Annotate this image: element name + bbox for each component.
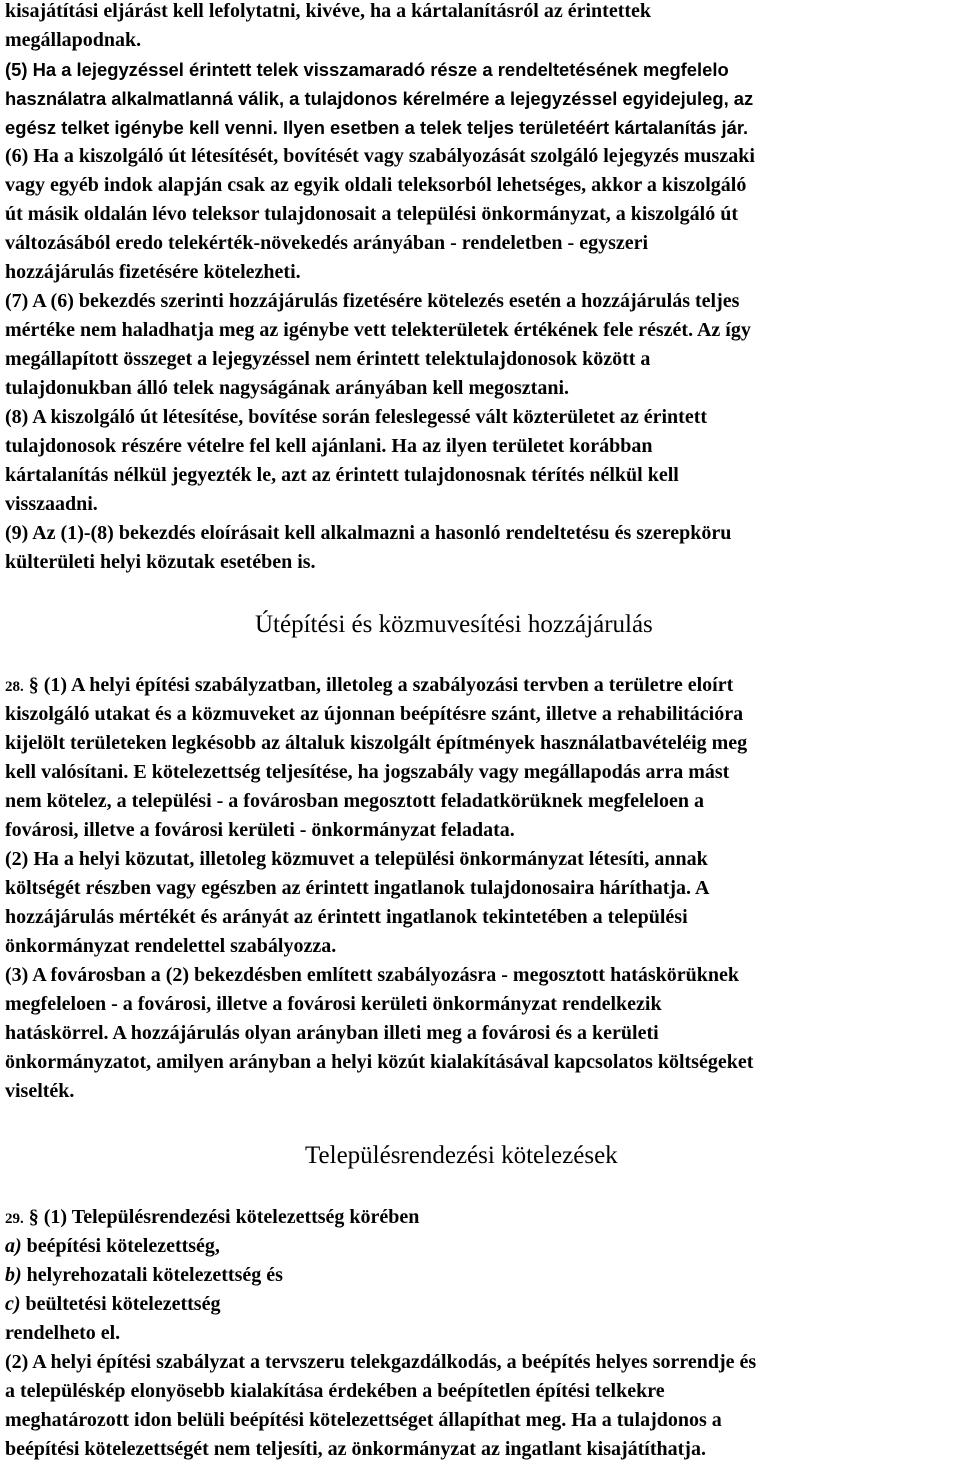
text-line: kiszolgáló utakat és a közmuveket az újonnan beépítésre szánt, illetve a rehabilitációra: [5, 703, 744, 725]
text-line: kell valósítani. E kötelezettség teljesítése, ha jogszabály vagy megállapodás arra mást: [5, 761, 730, 783]
text-line: (9) Az (1)-(8) bekezdés eloírásait kell alkalmazni a hasonló rendeltetésu és szerepköru: [5, 522, 732, 544]
text-line: (2) Ha a helyi közutat, illetoleg közmuvet a települési önkormányzat létesíti, annak: [5, 848, 708, 870]
text-line: fovárosi, illetve a fovárosi kerületi - önkormányzat feladata.: [5, 819, 515, 841]
text-line: (6) Ha a kiszolgáló út létesítését, bovítését vagy szabályozását szolgáló lejegyzés muszaki: [5, 145, 755, 167]
text-line: meghatározott idon belüli beépítési kötelezettséget állapíthat meg. Ha a tulajdonos a: [5, 1409, 722, 1431]
text-line: költségét részben vagy egészben az érintett ingatlanok tulajdonosaira háríthatja. A: [5, 877, 710, 899]
list-item-label: b): [5, 1264, 22, 1286]
text-line: beépítési kötelezettségét nem teljesíti, az önkormányzat az ingatlant kisajátíthatja.: [5, 1438, 706, 1460]
text-line: használatra alkalmatlanná válik, a tulajdonos kérelmére a lejegyzéssel egyidejuleg, az: [5, 88, 754, 109]
section-heading-telepulesrendezesi: Településrendezési kötelezések: [305, 1142, 618, 1169]
text-line: (5) Ha a lejegyzéssel érintett telek visszamaradó része a rendeltetésének megfelelo: [5, 59, 729, 80]
text-line: hozzájárulás fizetésére kötelezheti.: [5, 261, 301, 283]
paragraph-sign: §: [28, 1206, 39, 1228]
text-line: kártalanítás nélkül jegyezték le, azt az érintett tulajdonosnak térítés nélkül kell: [5, 464, 679, 486]
text-line: visszaadni.: [5, 493, 98, 515]
list-item: [5, 1261, 283, 1290]
list-item-text: beültetési kötelezettség: [20, 1293, 221, 1315]
text-line: megfeleloen - a fovárosi, illetve a fovárosi kerületi önkormányzat rendelkezik: [5, 993, 662, 1015]
section-28-first-line: [5, 671, 733, 702]
text-line: megállapított összeget a lejegyzéssel nem érintett telektulajdonosok között a: [5, 348, 651, 370]
text-line: (7) A (6) bekezdés szerinti hozzájárulás fizetésére kötelezés esetén a hozzájárulás teljes: [5, 290, 740, 312]
list-item: [5, 1232, 220, 1261]
text-line: viselték.: [5, 1080, 75, 1102]
text-line: külterületi helyi közutak esetében is.: [5, 551, 316, 573]
text-line: egész telket igénybe kell venni. Ilyen esetben a telek teljes területéért kártalanítás jár.: [5, 117, 749, 138]
text-line: a településkép elonyösebb kialakítása érdekében a beépítetlen építési telkekre: [5, 1380, 665, 1402]
text-line: út másik oldalán lévo teleksor tulajdonosait a települési önkormányzat, a kiszolgáló út: [5, 203, 739, 225]
text-line: kijelölt területeken legkésobb az általuk kiszolgált építmények használatbavételéig meg: [5, 732, 748, 754]
list-item-label: a): [5, 1235, 22, 1257]
text-line: (2) A helyi építési szabályzat a tervszeru telekgazdálkodás, a beépítés helyes sorrendje és: [5, 1351, 757, 1373]
section-heading-utepitesi: Útépítési és közmuvesítési hozzájárulás: [255, 611, 653, 638]
text-line: hatáskörrel. A hozzájárulás olyan arányban illeti meg a fovárosi és a kerületi: [5, 1022, 659, 1044]
section-text: (1) Településrendezési kötelezettség körében: [43, 1206, 420, 1228]
text-line: rendelheto el.: [5, 1322, 121, 1344]
list-item-text: beépítési kötelezettség,: [21, 1235, 220, 1257]
list-item: [5, 1290, 220, 1319]
paragraph-sign: §: [28, 674, 39, 696]
text-line: mértéke nem haladhatja meg az igénybe vett telekterületek értékének fele részét. Az így: [5, 319, 751, 341]
text-line: hozzájárulás mértékét és arányát az érintett ingatlanok tekintetében a települési: [5, 906, 688, 928]
text-line: (8) A kiszolgáló út létesítése, bovítése során feleslegessé vált közterületet az érintett: [5, 406, 708, 428]
text-line: (3) A fovárosban a (2) bekezdésben említett szabályozásra - megosztott hatáskörüknek: [5, 964, 740, 986]
section-29-first-line: [5, 1203, 419, 1234]
text-line: nem kötelez, a települési - a fovárosban megosztott feladatkörüknek megfeleloen a: [5, 790, 704, 812]
text-line: változásából eredo telekérték-növekedés arányában - rendeletben - egyszeri: [5, 232, 649, 254]
text-line: önkormányzat rendelettel szabályozza.: [5, 935, 337, 957]
text-line: vagy egyéb indok alapján csak az egyik oldali teleksorból lehetséges, akkor a kiszolgáló: [5, 174, 747, 196]
list-item-label: c): [5, 1293, 21, 1315]
text-line: tulajdonosok részére vételre fel kell ajánlani. Ha az ilyen területet korábban: [5, 435, 653, 457]
section-number: 29.: [5, 1211, 24, 1227]
section-number: 28.: [5, 679, 24, 695]
text-line: megállapodnak.: [5, 29, 142, 51]
section-text: (1) A helyi építési szabályzatban, illetoleg a szabályozási tervben a területre eloírt: [43, 674, 734, 696]
text-line: önkormányzatot, amilyen arányban a helyi közút kialakításával kapcsolatos költségeket: [5, 1051, 754, 1073]
text-line: tulajdonukban álló telek nagyságának arányában kell megosztani.: [5, 377, 569, 399]
text-line: kisajátítási eljárást kell lefolytatni, kivéve, ha a kártalanításról az érintettek: [5, 0, 652, 22]
list-item-text: helyrehozatali kötelezettség és: [21, 1264, 283, 1286]
